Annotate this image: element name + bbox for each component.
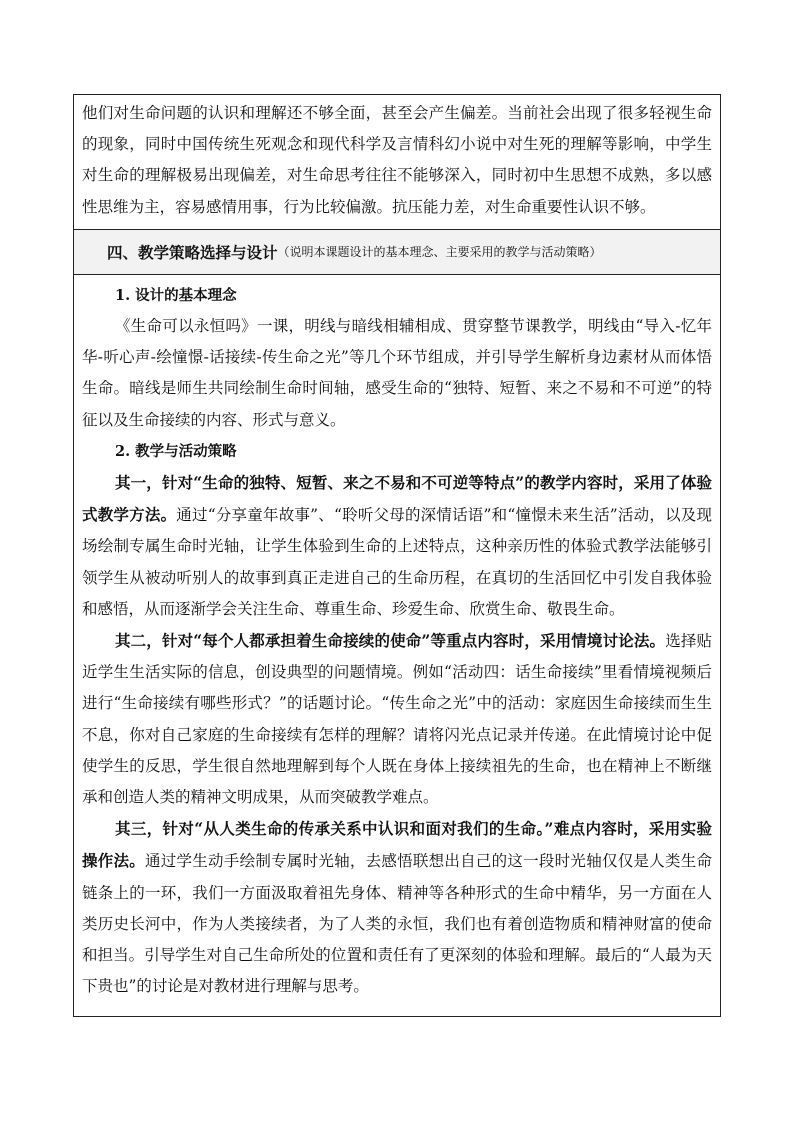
section-note: （说明本课题设计的基本理念、主要采用的教学与活动策略） <box>277 245 602 260</box>
strategy-one-paragraph <box>82 467 712 625</box>
section-header-row <box>74 230 720 275</box>
strategy-two-paragraph <box>82 625 712 813</box>
student-analysis-cell <box>74 95 720 230</box>
strategy-one-text: 通过“分享童年故事”、“聆听父母的深情话语”和“憧憬未来生活”活动，以及现场绘制专属生命时光轴，让学生体验到生命的上述特点，这种亲历性的体验式教学法能够引领学生从被动听别人的故事到真正走进自己的生命历程，在真切的生活回忆中引发自我体验和感悟，从而逐渐学会关注生命、尊重生命、珍爱生命、欣赏生命、敬畏生命。 <box>82 506 712 618</box>
strategy-heading: 2. 教学与活动策略 <box>115 442 237 460</box>
strategy-three-lead: 其三，针对“从人类生命的传承关系中认识和面对我们的生命。”难点内容时，采用实验操作法。 <box>82 819 712 871</box>
design-concept-paragraph: 《生命可以永恒吗》一课，明线与暗线相辅相成、贯穿整节课教学，明线由“导入-忆年华-听心声-绘憧憬-话接续-传生命之光”等几个环节组成，并引导学生解析身边素材从而体悟生命。暗线是师生共同绘制生命时间轴，感受生命的“独特、短暂、来之不易和不可逆”的特征以及生命接续的内容、形式与意义。 <box>82 317 712 429</box>
design-concept-heading: 1. 设计的基本理念 <box>115 286 237 304</box>
strategy-cell <box>74 275 720 1017</box>
document-table <box>73 94 721 1017</box>
strategy-two-text: 选择贴近学生生活实际的信息，创设典型的问题情境。例如“活动四：话生命接续”里看情境视频后进行“生命接续有哪些形式？”的话题讨论。“传生命之光”中的活动：家庭因生命接续而生生不息，你对自己家庭的生命接续有怎样的理解？请将闪光点记录并传递。在此情境讨论中促使学生的反思，学生很自然地理解到每个人既在身体上接续祖先的生命，也在精神上不断继承和创造人类的精神文明成果，从而突破教学难点。 <box>82 632 712 807</box>
student-analysis-paragraph: 他们对生命问题的认识和理解还不够全面，甚至会产生偏差。当前社会出现了很多轻视生命的现象，同时中国传统生死观念和现代科学及言情科幻小说中对生死的理解等影响，中学生对生命的理解极易出现偏差，对生命思考往往不能够深入，同时初中生思想不成熟，多以感性思维为主，容易感情用事，行为比较偏激。抗压能力差，对生命重要性认识不够。 <box>82 104 712 216</box>
strategy-two-lead: 其二，针对“每个人都承担着生命接续的使命”等重点内容时，采用情境讨论法。 <box>115 631 666 651</box>
strategy-one-lead: 其一，针对“生命的独特、短暂、来之不易和不可逆等特点”的教学内容时，采用了体验式教学方法。 <box>82 473 712 525</box>
section-title: 四、教学策略选择与设计 <box>107 242 278 262</box>
strategy-three-paragraph <box>82 813 712 1002</box>
strategy-three-text: 通过学生动手绘制专属时光轴，去感悟联想出自己的这一段时光轴仅仅是人类生命链条上的一环，我们一方面汲取着祖先身体、精神等各种形式的生命中精华，另一方面在人类历史长河中，作为人类接续者，为了人类的永恒，我们也有着创造物质和精神财富的使命和担当。引导学生对自己生命所处的位置和责任有了更深刻的体验和理解。最后的“人最为天下贵也”的讨论是对教材进行理解与思考。 <box>82 852 712 996</box>
